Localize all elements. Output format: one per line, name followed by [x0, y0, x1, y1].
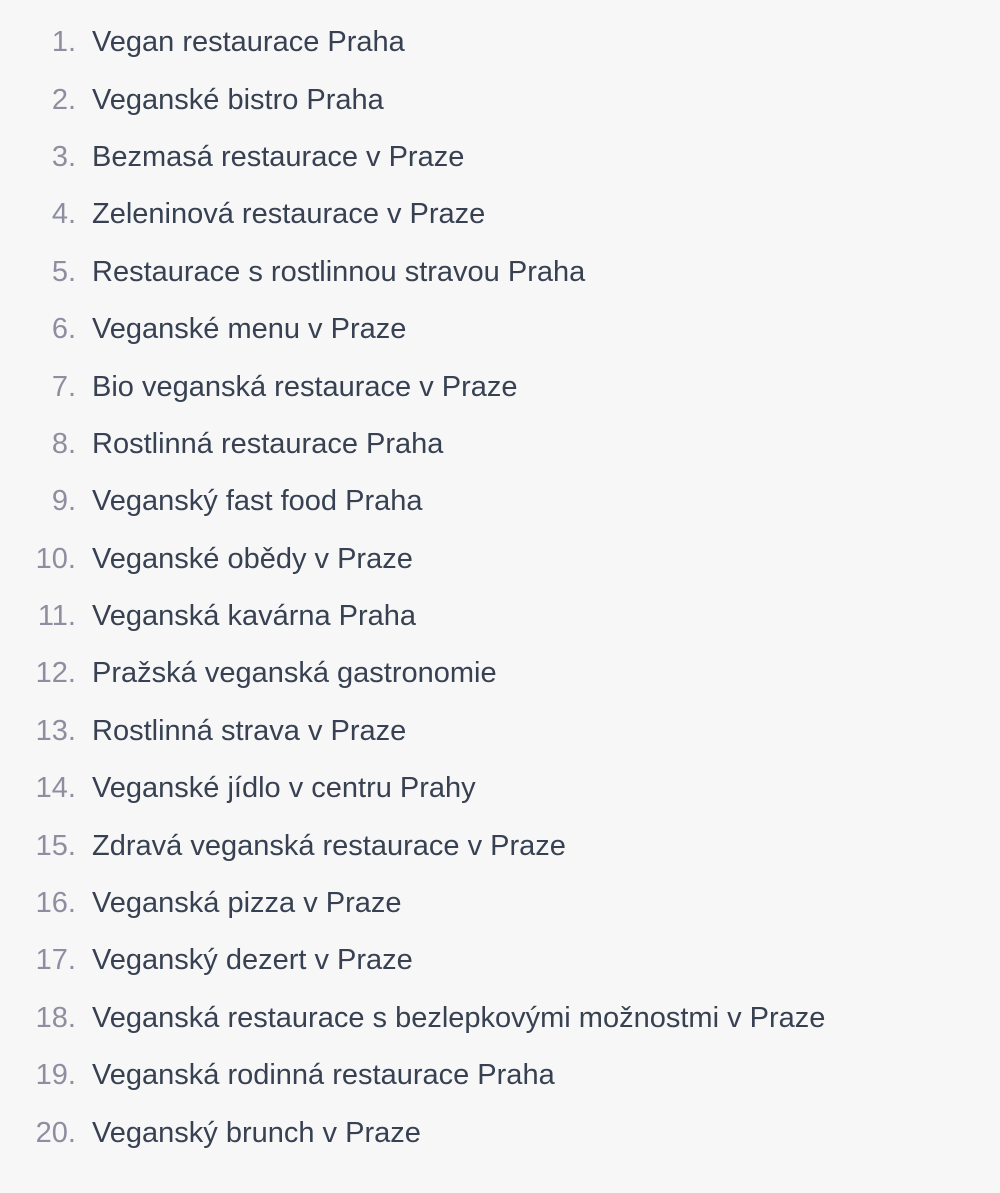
list-item	[0, 703, 1000, 760]
list-item-text: Veganské jídlo v centru Prahy	[92, 772, 476, 805]
list-item	[0, 14, 1000, 71]
list-item-number: 7.	[51, 370, 76, 403]
list-item	[0, 473, 1000, 530]
list-item	[0, 531, 1000, 588]
list-item-text: Rostlinná restaurace Praha	[92, 427, 444, 460]
list-item-text: Rostlinná strava v Praze	[92, 714, 407, 747]
list-item-number: 19.	[35, 1059, 76, 1092]
list-item-number: 18.	[35, 1001, 76, 1034]
list-item-text: Veganské bistro Praha	[92, 83, 384, 116]
list-item-text: Veganský fast food Praha	[92, 485, 423, 518]
list-item	[0, 817, 1000, 874]
list-item-number: 5.	[51, 255, 76, 288]
list-item	[0, 244, 1000, 301]
list-item	[0, 71, 1000, 128]
list-item-text: Veganská kavárna Praha	[92, 600, 417, 633]
list-item-text: Zdravá veganská restaurace v Praze	[92, 829, 566, 862]
list-item-text: Bezmasá restaurace v Praze	[92, 140, 465, 173]
list-item-text: Vegan restaurace Praha	[92, 26, 405, 59]
list-item-number: 10.	[35, 542, 76, 575]
list-item	[0, 760, 1000, 817]
list-item-text: Veganská pizza v Praze	[92, 887, 402, 920]
list-item-text: Veganské obědy v Praze	[92, 542, 413, 575]
list-item-number: 12.	[35, 657, 76, 690]
list-item-number: 11.	[37, 600, 76, 633]
list-item	[0, 358, 1000, 415]
list-item-number: 2.	[51, 83, 76, 116]
list-item	[0, 1047, 1000, 1104]
list-item-number: 4.	[51, 198, 76, 231]
list-item	[0, 990, 1000, 1047]
list-item-text: Veganská rodinná restaurace Praha	[92, 1059, 555, 1092]
list-item-number: 20.	[35, 1116, 76, 1149]
list-item	[0, 301, 1000, 358]
list-item	[0, 875, 1000, 932]
list-item	[0, 1104, 1000, 1161]
list-item	[0, 588, 1000, 645]
list-item	[0, 186, 1000, 243]
list-item	[0, 129, 1000, 186]
list-item-text: Veganský brunch v Praze	[92, 1116, 421, 1149]
list-item-number: 16.	[35, 887, 76, 920]
list-item-number: 9.	[51, 485, 76, 518]
list-item-text: Veganský dezert v Praze	[92, 944, 413, 977]
list-item	[0, 932, 1000, 989]
list-item	[0, 416, 1000, 473]
list-item-text: Zeleninová restaurace v Praze	[92, 198, 486, 231]
list-item-number: 8.	[51, 427, 76, 460]
list-item-text: Veganská restaurace s bezlepkovými možnostmi v Praze	[92, 1001, 826, 1034]
list-item-text: Pražská veganská gastronomie	[92, 657, 497, 690]
list-item-number: 13.	[35, 714, 76, 747]
list-item-number: 17.	[35, 944, 76, 977]
list-item-number: 14.	[35, 772, 76, 805]
list-item-text: Restaurace s rostlinnou stravou Praha	[92, 255, 586, 288]
list-item-number: 1.	[51, 26, 76, 59]
list-item	[0, 645, 1000, 702]
list-item-number: 15.	[35, 829, 76, 862]
list-item-text: Veganské menu v Praze	[92, 313, 407, 346]
list-item-number: 6.	[51, 313, 76, 346]
list-item-text: Bio veganská restaurace v Praze	[92, 370, 518, 403]
list-item-number: 3.	[51, 140, 76, 173]
